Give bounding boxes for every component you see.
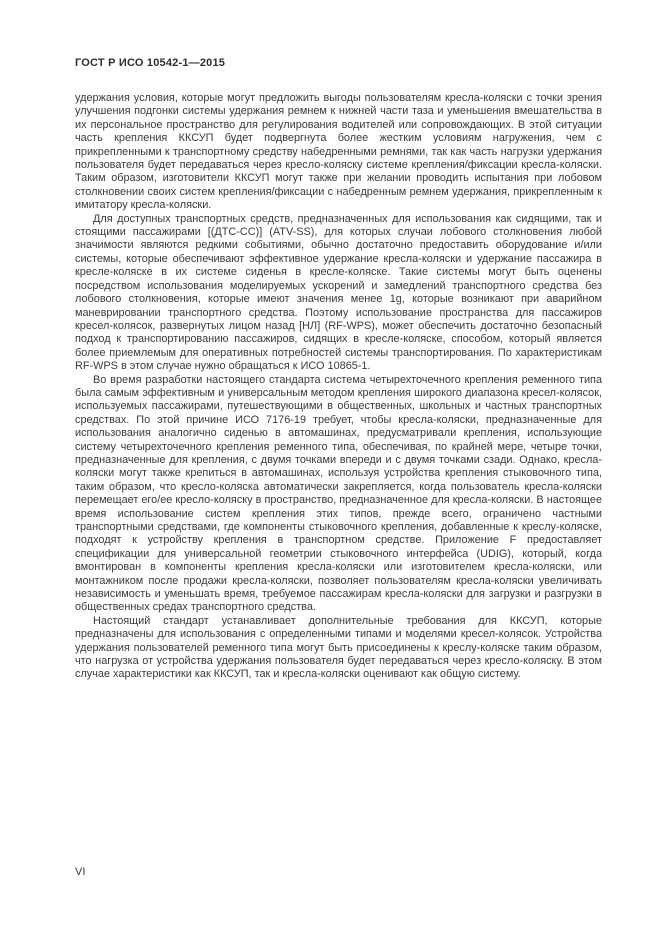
document-title: ГОСТ Р ИСО 10542-1—2015 <box>75 57 226 69</box>
paragraph: Во время разработки настоящего стандарта система четырехточечного крепления ременного типа была самым эффективным и универсальным методом крепления широкого диапазона кресел-колясок, используемых пассажирами, путешествующими в общественных, школьных и частных транспортных средствах. По этой причине ИСО 7176-19 требует, чтобы кресла-коляски, предназначенные для использования аналогично сиденью в автомашинах, предусматривали крепления, использующие систему четырехточечного крепления ременного типа, обеспечивая, по крайней мере, четыре точки, предназначенные для крепления, с двумя точками впереди и с двумя точками сзади. Однако, кресла-коляски могут также крепиться в автомашинах, используя устройства крепления стыковочного типа, таким образом, что кресло-коляска автоматически закрепляется, когда пользователь кресла-коляски перемещает его/ее кресло-коляску в пространство, предназначенное для кресла-коляски. В настоящее время использование систем крепления этих типов, прежде всего, ограничено частными транспортными средствами, где компоненты стыковочного крепления, добавленные к креслу-коляске, подходят к устройству крепления в транспортном средстве. Приложение F предоставляет спецификации для универсальной геометрии стыковочного интерфейса (UDIG), который, когда вмонтирован в компоненты крепления кресла-коляски или изготовителем кресла-коляски, или монтажником после продажи кресла-коляски, позволяет пользователям кресла-коляски увеличивать независимость и уменьшать время, требуемое пассажирам кресла-коляски для загрузки и разгрузки в общественных средах транспортного средства. <box>75 373 602 614</box>
page-number: VI <box>75 866 86 878</box>
paragraph-continuation: удержания условия, которые могут предложить выгоды пользователям кресла-коляски с точки зрения улучшения подгонки системы удержания ремнем к нижней части таза и уменьшения вмешательства в их персональное пространство для регулирования водителей или сопровождающих. В этой ситуации часть крепления ККСУП будет подвергнута более жестким условиям нагружения, чем с прикрепленными к транспортному средству набедренными ремнями, так как часть нагрузки удержания пользователя будет передаваться через кресло-коляску системе крепления/фиксации кресла-коляски. Таким образом, изготовители ККСУП могут также при желании проводить испытания при лобовом столкновении своих систем крепления/фиксации с набедренным ремнем удержания, прикрепленным к имитатору кресла-коляски. <box>75 92 602 212</box>
document-body <box>75 92 602 682</box>
paragraph: Настоящий стандарт устанавливает дополнительные требования для ККСУП, которые предназначены для использования с определенными типами и моделями кресел-колясок. Устройства удержания пользователей ременного типа могут быть присоединены к креслу-коляске таким образом, что нагрузка от устройства удержания пользователя будет передаваться через кресло-коляску. В этом случае характеристики как ККСУП, так и кресла-коляски оценивают как общую систему. <box>75 614 602 681</box>
paragraph: Для доступных транспортных средств, предназначенных для использования как сидящими, так и стоящими пассажирами [(ДТС-СС)] (ATV-SS), для которых случаи лобового столкновения любой значимости являются редкими событиями, обычно достаточно предоставить оборудование и/или системы, которые обеспечивают эффективное удержание кресла-коляски и удержание пассажира в кресле-коляске в их системе сиденья в кресле-коляске. Такие системы могут быть оценены посредством использования моделируемых ускорений и замедлений транспортного средства без лобового столкновения, которые имеют значения менее 1g, которые возникают при аварийном маневрировании транспортного средства. Поэтому использование пространства для пассажиров кресел-колясок, развернутых лицом назад [НЛ] (RF-WPS), может обеспечить достаточно безопасный подход к транспортированию пассажиров, сидящих в кресле-коляске, способом, который является более приемлемым для оперативных потребностей системы транспортирования. По характеристикам RF-WPS в этом случае нужно обращаться к ИСО 10865-1. <box>75 212 602 373</box>
